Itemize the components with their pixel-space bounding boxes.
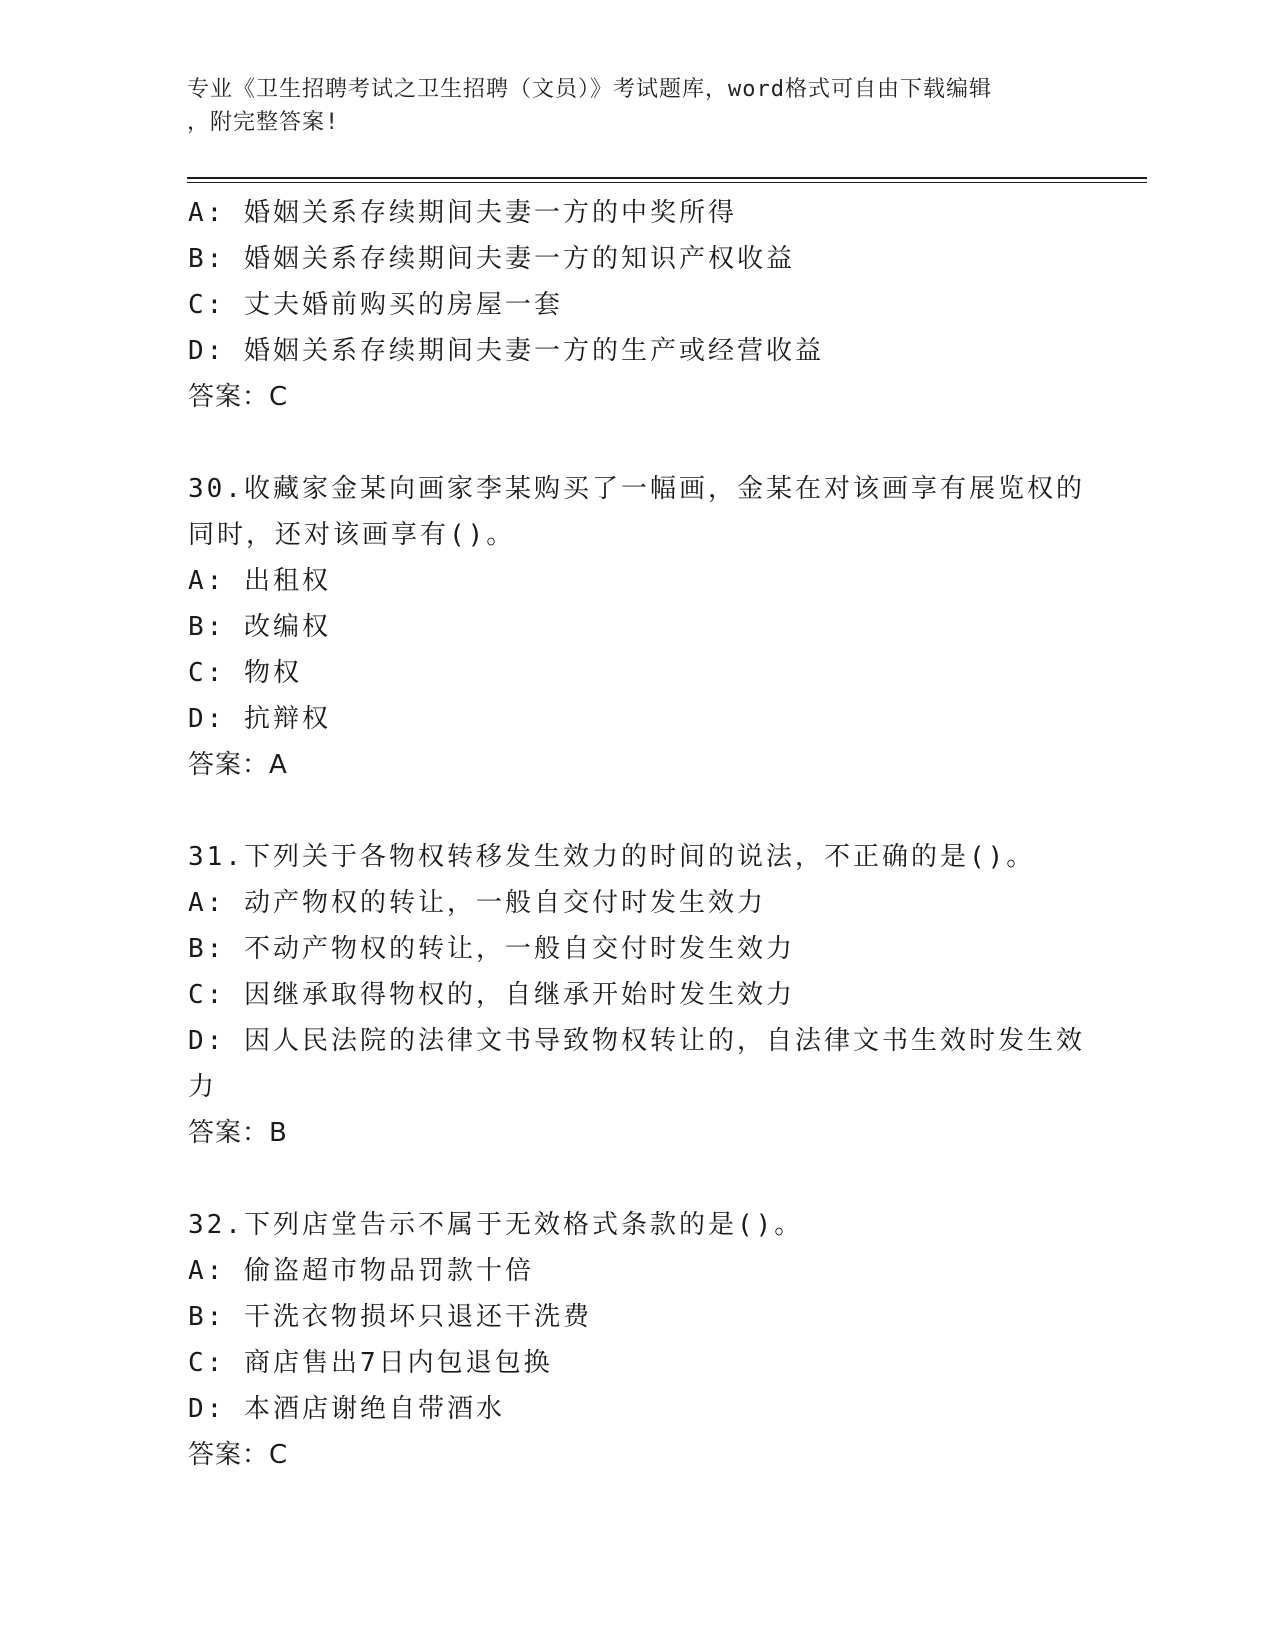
- question-31: [188, 834, 1088, 1156]
- question-29: [188, 190, 1088, 420]
- option-c: C: 丈夫婚前购买的房屋一套: [188, 290, 563, 320]
- spacer: [188, 1156, 1088, 1202]
- option-d: D: 因人民法院的法律文书导致物权转让的，自法律文书生效时发生效: [188, 1026, 1085, 1056]
- answer-line: 答案：B: [188, 1118, 288, 1148]
- option-c: C: 物权: [188, 658, 302, 688]
- header-rule-thick: [187, 177, 1147, 179]
- option-c: C: 商店售出7日内包退包换: [188, 1348, 553, 1378]
- question-list: [188, 190, 1088, 1478]
- option-b: B: 改编权: [188, 612, 331, 642]
- option-d: D: 本酒店谢绝自带酒水: [188, 1394, 505, 1424]
- question-30: [188, 466, 1088, 788]
- option-a: A: 偷盗超市物品罚款十倍: [188, 1256, 534, 1286]
- option-d-cont: 力: [188, 1072, 218, 1102]
- question-stem-cont: 同时，还对该画享有()。: [188, 520, 516, 550]
- option-a: A: 婚姻关系存续期间夫妻一方的中奖所得: [188, 198, 737, 228]
- option-d: D: 抗辩权: [188, 704, 331, 734]
- option-d: D: 婚姻关系存续期间夫妻一方的生产或经营收益: [188, 336, 824, 366]
- question-stem: 31.下列关于各物权转移发生效力的时间的说法，不正确的是()。: [188, 842, 1036, 872]
- header-line-1: 专业《卫生招聘考试之卫生招聘（文员）》考试题库，word格式可自由下载编辑: [187, 77, 992, 102]
- answer-line: 答案：C: [188, 382, 289, 412]
- option-c: C: 因继承取得物权的，自继承开始时发生效力: [188, 980, 795, 1010]
- option-b: B: 不动产物权的转让，一般自交付时发生效力: [188, 934, 795, 964]
- header-rule-thin: [187, 182, 1147, 183]
- option-a: A: 出租权: [188, 566, 331, 596]
- question-32: [188, 1202, 1088, 1478]
- answer-line: 答案：C: [188, 1440, 289, 1470]
- document-header: [187, 73, 1087, 139]
- header-line-2: ，附完整答案!: [187, 110, 340, 135]
- option-b: B: 干洗衣物损坏只退还干洗费: [188, 1302, 592, 1332]
- option-a: A: 动产物权的转让，一般自交付时发生效力: [188, 888, 766, 918]
- spacer: [188, 420, 1088, 466]
- spacer: [188, 788, 1088, 834]
- option-b: B: 婚姻关系存续期间夫妻一方的知识产权收益: [188, 244, 795, 274]
- question-stem: 32.下列店堂告示不属于无效格式条款的是()。: [188, 1210, 804, 1240]
- answer-line: 答案：A: [188, 750, 288, 780]
- question-stem: 30.收藏家金某向画家李某购买了一幅画，金某在对该画享有展览权的: [188, 474, 1085, 504]
